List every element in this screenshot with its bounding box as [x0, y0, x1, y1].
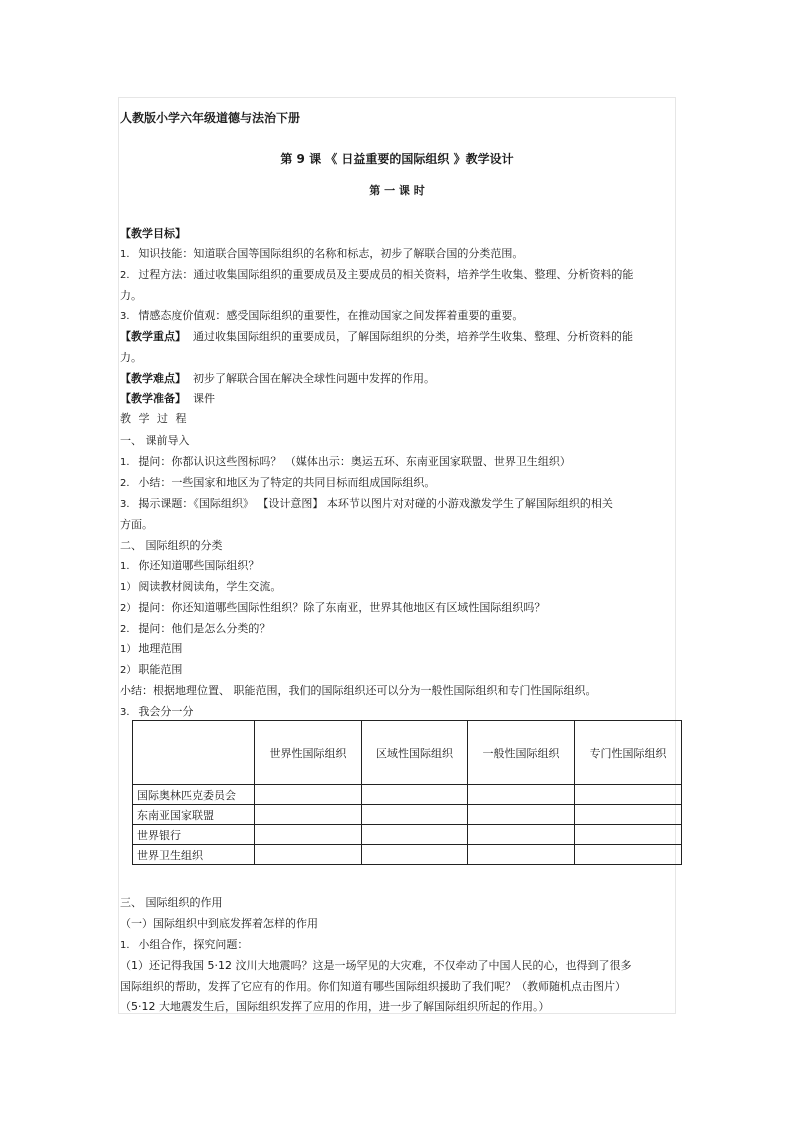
goals-heading: 【教学目标】	[120, 227, 186, 240]
key-point-cont: 力。	[120, 351, 142, 364]
classification-table	[132, 720, 682, 865]
table-header-cell: 一般性国际组织	[468, 721, 575, 785]
section2-sub-item: 2） 提问：你还知道哪些国际性组织？除了东南亚，世界其他地区有区域性国际组织吗？	[120, 601, 546, 614]
table-cell	[362, 825, 468, 845]
key-point: 【教学重点】 通过收集国际组织的重要成员，了解国际组织的分类，培养学生收集、整理、分析资料的能	[120, 330, 633, 343]
table-cell	[468, 805, 575, 825]
table-cell	[468, 825, 575, 845]
table-row	[133, 845, 682, 865]
table-cell	[362, 845, 468, 865]
table-row-label: 国际奥林匹克委员会	[133, 785, 255, 805]
goal-item: 2． 过程方法：通过收集国际组织的重要成员及主要成员的相关资料，培养学生收集、整理、分析资料的能	[120, 268, 634, 281]
series-title: 人教版小学六年级道德与法治下册	[120, 111, 301, 125]
section2-sub-item: 2） 职能范围	[120, 663, 183, 676]
section2-question: 1． 你还知道哪些国际组织？	[120, 559, 260, 572]
table-cell	[575, 825, 682, 845]
table-cell	[575, 805, 682, 825]
page-frame	[118, 97, 676, 1014]
goal-item-cont: 力。	[120, 289, 142, 302]
table-row	[133, 825, 682, 845]
section2-question: 2． 提问：他们是怎么分类的？	[120, 622, 271, 635]
table-cell	[575, 845, 682, 865]
section1-item: 1． 提问：你都认识这些图标吗？ （媒体出示：奥运五环、东南亚国家联盟、世界卫生组织）	[120, 455, 571, 468]
section1-item-cont: 方面。	[120, 518, 153, 531]
process-title: 教 学 过 程	[120, 412, 189, 425]
section3-paragraph: 国际组织的帮助，发挥了它应有的作用。你们知道有哪些国际组织援助了我们呢？（教师随机点击图片）	[120, 980, 626, 993]
table-cell	[255, 805, 362, 825]
section3-sub-heading: （一）国际组织中到底发挥着怎样的作用	[120, 917, 318, 930]
goal-item: 1． 知识技能：知道联合国等国际组织的名称和标志，初步了解联合国的分类范围。	[120, 247, 524, 260]
section-heading: 一、 课前导入	[120, 434, 190, 447]
table-row-label: 世界卫生组织	[133, 845, 255, 865]
section3-paragraph: （1）还记得我国 5·12 汶川大地震吗？这是一场罕见的大灾难，不仅牵动了中国人民的心，也得到了很多	[120, 959, 632, 972]
table-row-label: 世界银行	[133, 825, 255, 845]
table-header-cell	[133, 721, 255, 785]
table-header-cell: 专门性国际组织	[575, 721, 682, 785]
section2-question: 3． 我会分一分	[120, 705, 194, 718]
section2-sub-item: 1） 阅读教材阅读角，学生交流。	[120, 580, 282, 593]
difficulty: 【教学难点】 初步了解联合国在解决全球性问题中发挥的作用。	[120, 372, 435, 385]
section2-sub-item: 1） 地理范围	[120, 642, 183, 655]
table-row	[133, 805, 682, 825]
section2-summary: 小结：根据地理位置、 职能范围，我们的国际组织还可以分为一般性国际组织和专门性国际组织。	[120, 684, 597, 697]
goal-item: 3． 情感态度价值观：感受国际组织的重要性，在推动国家之间发挥着重要的重要。	[120, 309, 524, 322]
table-cell	[468, 845, 575, 865]
table-cell	[255, 825, 362, 845]
lesson-period: 第 一 课 时	[369, 184, 425, 197]
section-heading: 三、 国际组织的作用	[120, 896, 223, 909]
section1-item: 3． 揭示课题：《国际组织》 【设计意图】 本环节以图片对对碰的小游戏激发学生了解国际组织的相关	[120, 497, 613, 510]
table-cell	[255, 785, 362, 805]
section3-paragraph: （5·12 大地震发生后，国际组织发挥了应用的作用，进一步了解国际组织所起的作用。）	[120, 1000, 550, 1013]
table-cell	[255, 845, 362, 865]
table-header-cell: 区域性国际组织	[362, 721, 468, 785]
section1-item: 2． 小结：一些国家和地区为了特定的共同目标而组成国际组织。	[120, 476, 436, 489]
table-cell	[575, 785, 682, 805]
preparation: 【教学准备】 课件	[120, 392, 215, 405]
table-cell	[468, 785, 575, 805]
lesson-title: 第 9 课 《 日益重要的国际组织 》教学设计	[280, 152, 514, 166]
table-header-row	[133, 721, 682, 785]
section-heading: 二、 国际组织的分类	[120, 539, 223, 552]
table-row-label: 东南亚国家联盟	[133, 805, 255, 825]
table-header-cell: 世界性国际组织	[255, 721, 362, 785]
table-cell	[362, 785, 468, 805]
table-row	[133, 785, 682, 805]
section3-question: 1． 小组合作，探究问题：	[120, 938, 249, 951]
table-cell	[362, 805, 468, 825]
